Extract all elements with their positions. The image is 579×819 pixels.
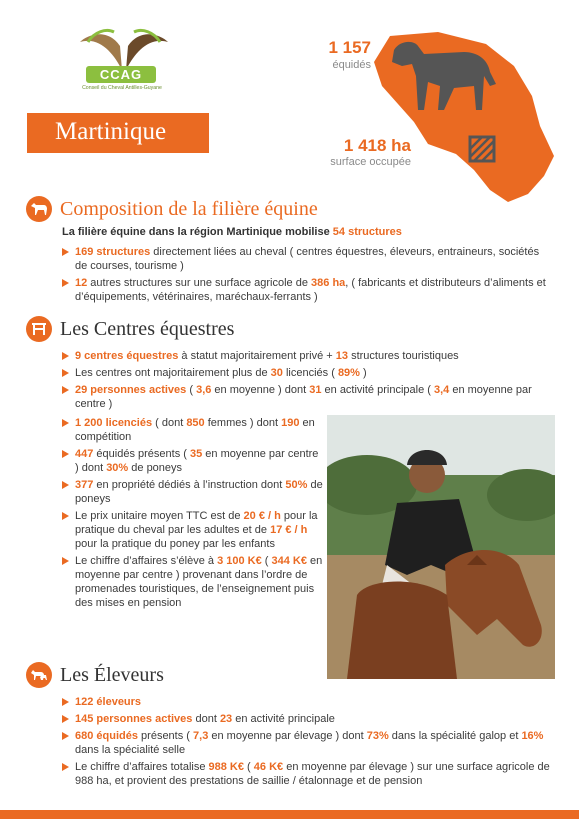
logo-tagline: Conseil du Cheval Antilles-Guyane bbox=[82, 85, 162, 91]
section-centres-title: Les Centres équestres bbox=[60, 317, 235, 340]
section-composition-title: Composition de la filière équine bbox=[60, 197, 318, 220]
list-item: Le prix unitaire moyen TTC est de 20 € / h pour la pratique du cheval par les adultes et de 17 € / h pour la pratique du poney par les enfants bbox=[62, 509, 324, 551]
horse-icon bbox=[384, 36, 502, 112]
bottom-bar bbox=[0, 810, 579, 819]
composition-list bbox=[62, 245, 552, 307]
list-item: 447 équidés présents ( 35 en moyenne par centre ) dont 30% de poneys bbox=[62, 447, 324, 475]
list-item: 680 équidés présents ( 7,3 en moyenne par élevage ) dont 73% dans la spécialité galop et 16% dans la spécialité selle bbox=[62, 729, 552, 757]
area-icon bbox=[466, 133, 498, 165]
stat-surface-value: 1 418 ha bbox=[343, 136, 411, 155]
list-item: 1 200 licenciés ( dont 850 femmes ) dont 190 en compétition bbox=[62, 416, 324, 444]
horses-icon bbox=[26, 662, 52, 688]
list-item: 169 structures directement liées au cheval ( centres équestres, éleveurs, entraineurs, sociétés de courses, tourisme ) bbox=[62, 245, 552, 273]
stat-equides-label: équidés bbox=[332, 59, 371, 71]
eleveurs-list bbox=[62, 695, 552, 791]
rider-photo bbox=[327, 415, 555, 679]
centres-list-wide bbox=[62, 349, 552, 414]
stable-icon bbox=[26, 316, 52, 342]
list-item: Le chiffre d’affaires s’élève à 3 100 K€ ( 344 K€ en moyenne par centre ) provenant dans l’ordre de promenades touristiques, de l’enseignement puis des mises en pension bbox=[62, 554, 324, 610]
section-eleveurs-title: Les Éleveurs bbox=[60, 663, 164, 686]
logo bbox=[74, 24, 190, 104]
composition-intro: La filière équine dans la région Martinique mobilise 54 structures bbox=[62, 226, 402, 238]
stat-equides-value: 1 157 bbox=[328, 38, 371, 57]
list-item: Les centres ont majoritairement plus de 30 licenciés ( 89% ) bbox=[62, 366, 552, 380]
section-centres-header bbox=[26, 316, 234, 342]
region-banner: Martinique bbox=[27, 113, 209, 153]
logo-text: CCAG bbox=[86, 66, 156, 83]
logo-horses-icon bbox=[74, 24, 174, 72]
list-item: Le chiffre d’affaires totalise 988 K€ ( 46 K€ en moyenne par élevage ) sur une surface agricole de 988 ha, et provient des prestations de saillie / étalonnage et de pension bbox=[62, 760, 552, 788]
list-item: 377 en propriété dédiés à l’instruction dont 50% de poneys bbox=[62, 478, 324, 506]
horse-small-icon bbox=[26, 196, 52, 222]
list-item: 12 autres structures sur une surface agricole de 386 ha, ( fabricants et distributeurs d’aliments et d’équipements, vétérinaires, maréchaux-ferrants ) bbox=[62, 276, 552, 304]
list-item: 9 centres équestres à statut majoritairement privé + 13 structures touristiques bbox=[62, 349, 552, 363]
list-item: 122 éleveurs bbox=[62, 695, 552, 709]
list-item: 145 personnes actives dont 23 en activité principale bbox=[62, 712, 552, 726]
section-eleveurs-header bbox=[26, 662, 164, 688]
stat-surface-label: surface occupée bbox=[330, 156, 411, 168]
centres-list-narrow bbox=[62, 416, 324, 613]
list-item: 29 personnes actives ( 3,6 en moyenne ) dont 31 en activité principale ( 3,4 en moyenne par centre ) bbox=[62, 383, 552, 411]
section-composition-header bbox=[26, 196, 318, 222]
